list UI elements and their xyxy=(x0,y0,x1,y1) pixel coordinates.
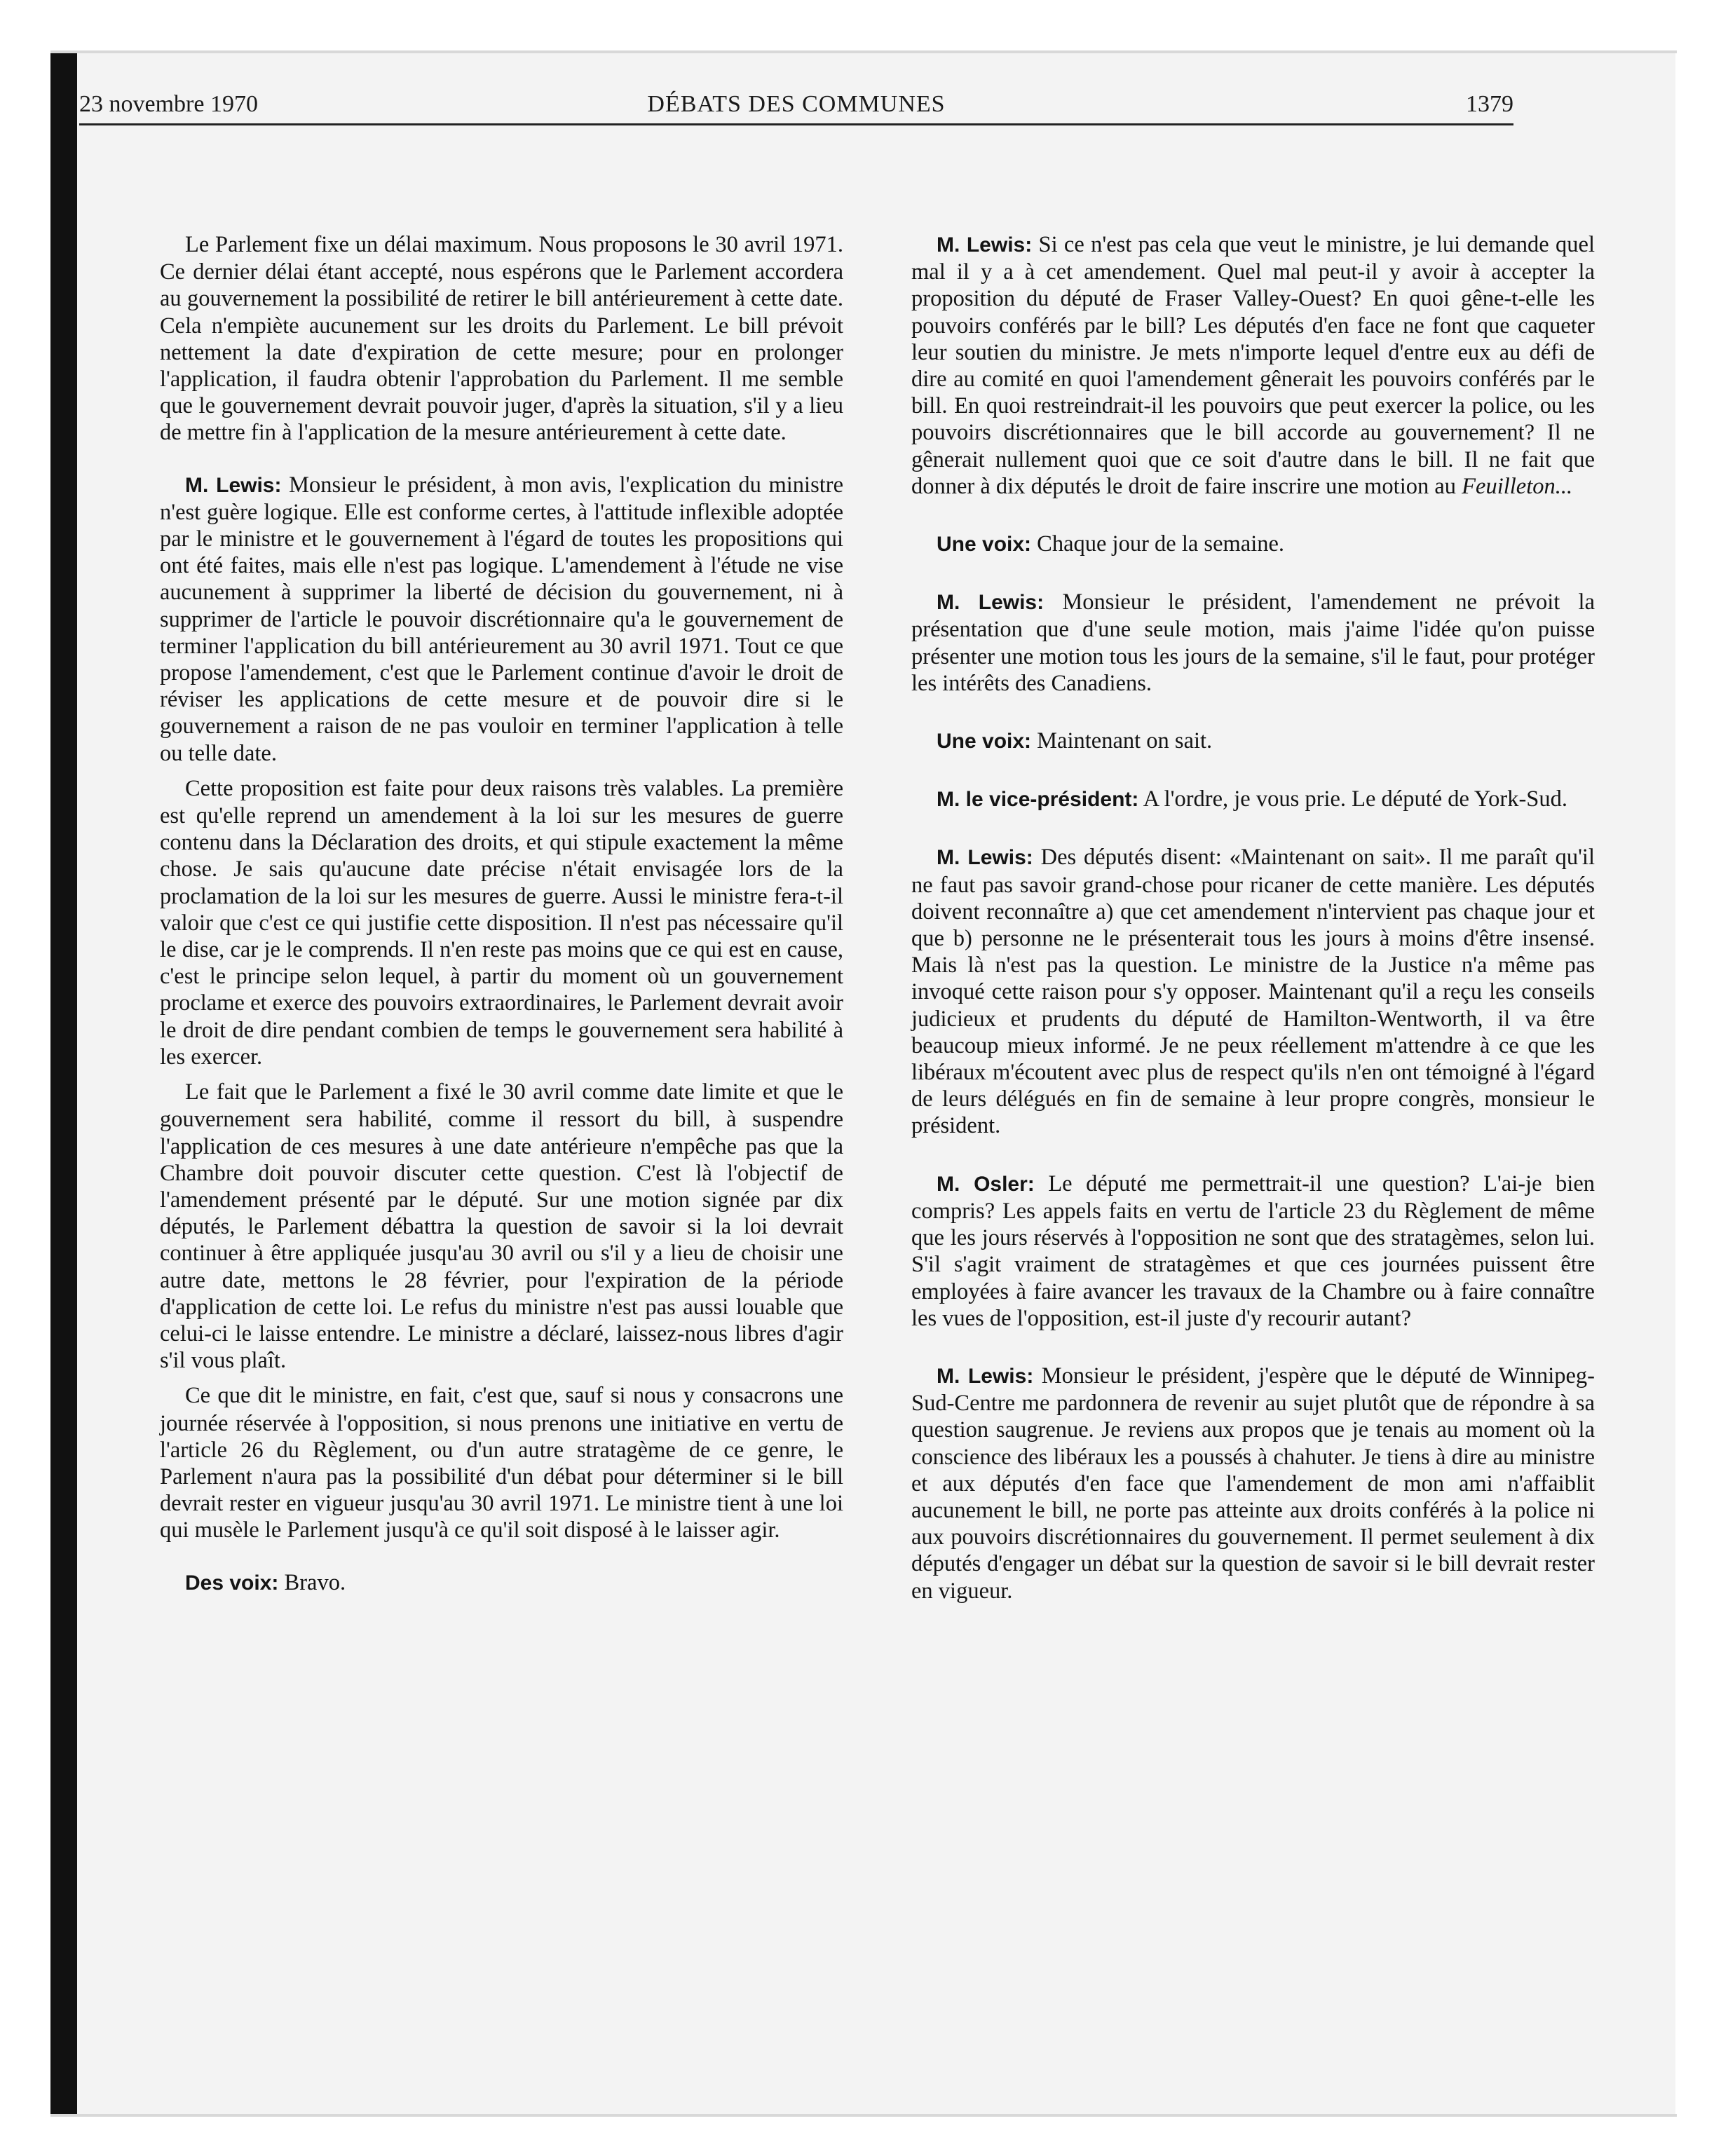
speaker-name: M. Lewis: xyxy=(937,233,1033,257)
header-title: DÉBATS DES COMMUNES xyxy=(647,91,946,117)
paragraph-text: Monsieur le président, l'amendement ne prévoit la présentation que d'une seule motion, mais j'aime l'idée qu'on puisse présenter une motion tous les jours de la semaine, s'il le faut, pour protéger les intérêts des Canadiens. xyxy=(911,589,1595,696)
speaker-name: M. le vice-président: xyxy=(937,788,1139,812)
speaker-name: M. Lewis: xyxy=(185,473,282,497)
paragraph xyxy=(911,1171,1595,1332)
paragraph xyxy=(160,1079,843,1374)
page-number: 1379 xyxy=(1466,91,1513,117)
scan-edge-top xyxy=(50,50,1677,53)
speaker-name: M. Lewis: xyxy=(937,591,1045,615)
scan-border xyxy=(50,50,77,2117)
paragraph xyxy=(911,1363,1595,1604)
right-column xyxy=(911,231,1595,1604)
speaker-name: Une voix: xyxy=(937,730,1032,753)
paragraph xyxy=(160,775,843,1070)
scan-edge-bottom xyxy=(50,2114,1677,2117)
paragraph xyxy=(911,786,1595,813)
paragraph-italic-text: Feuilleton... xyxy=(1462,473,1573,499)
header-date: 23 novembre 1970 xyxy=(79,91,258,117)
paragraph-text: Le fait que le Parlement a fixé le 30 avril comme date limite et que le gouvernement sera habilité, comme il ressort du bill, à suspendre l'application de ces mesures à une date antérieure n'empêche pas que la Chambre doit pouvoir discuter cette question. C'est là l'objectif de l'amendement présenté par le député. Sur une motion signée par dix députés, le Parlement débattra la question de savoir si la loi devrait continuer à être appliquée jusqu'au 30 avril ou s'il y a lieu de choisir une autre date, mettons le 28 février, pour l'expiration de la période d'application de cette loi. Le refus du ministre n'est pas aussi louable que celui-ci le laisse entendre. Le ministre a déclaré, laissez-nous libres d'agir s'il vous plaît. xyxy=(160,1079,843,1374)
paragraph xyxy=(911,531,1595,558)
paragraph-text: Le député me permettrait-il une question? L'ai-je bien compris? Les appels faits en vertu de l'article 23 du Règlement de même que les jours réservés à l'opposition ne sont que des stratagèmes, selon lui. S'il s'agit vraiment de stratagèmes et que ces journées puissent être employées à faire avancer les travaux de la Chambre ou à faire connaître les vues de l'opposition, est-il juste d'y recourir autant? xyxy=(911,1171,1595,1331)
speaker-name: Une voix: xyxy=(937,533,1032,557)
paragraph xyxy=(160,231,843,446)
paragraph-text: Si ce n'est pas cela que veut le ministre, je lui demande quel mal il y a à cet amendement. Quel mal peut-il y avoir à accepter la proposition du député de Fraser Valley-Ouest? En quoi gêne-t-elle les pouvoirs conférés par le bill? Les députés d'en face ne font que caqueter leur soutien du ministre. Je mets n'importe lequel d'entre eux au défi de dire au comité en quoi l'amendement gênerait les pouvoirs conférés par le bill. En quoi restreindrait-il les pouvoirs que peut exercer la police, ou les pouvoirs discrétionnaires que le bill accorde au gouvernement? Il ne gênerait nullement quoi que ce soit d'autre dans le bill. Il ne fait que donner à dix députés le droit de faire inscrire une motion au xyxy=(911,232,1595,499)
speaker-name: Des voix: xyxy=(185,1571,279,1595)
paragraph-text: Des députés disent: «Maintenant on sait». Il me paraît qu'il ne faut pas savoir grand-chose pour ricaner de cette manière. Les députés doivent reconnaître a) que cet amendement n'intervient pas chaque jour et que b) personne ne le présenterait tous les jours à moins d'être insensé. Mais là n'est pas la question. Le ministre de la Justice n'a même pas invoqué cette raison pour s'y opposer. Maintenant qu'il a reçu les conseils judicieux et prudents du député de Hamilton-Wentworth, il va être beaucoup mieux informé. Je ne peux réellement m'attendre à ce que les libéraux m'écoutent avec plus de respect qu'ils n'en ont témoigné à l'égard de leurs délégués en fin de semaine à leur propre congrès, monsieur le président. xyxy=(911,845,1595,1139)
paragraph xyxy=(911,844,1595,1139)
paragraph-text: Bravo. xyxy=(284,1569,346,1595)
paragraph-text: Cette proposition est faite pour deux raisons très valables. La première est qu'elle reprend un amendement à la loi sur les mesures de guerre contenu dans la Déclaration des droits, et qui stipule exactement la même chose. Je sais qu'aucune date précise n'était envisagée lors de la proclamation de la loi sur les mesures de guerre. Aussi le ministre fera-t-il valoir que c'est ce qui justifie cette disposition. Il n'est pas nécessaire qu'il le dise, car je le comprends. Il n'en reste pas moins que ce qui est en cause, c'est le principe selon lequel, à partir du moment où un gouvernement proclame et exerce des pouvoirs extraordinaires, le Parlement devrait avoir le droit de dire pendant combien de temps le gouvernement sera habilité à les exercer. xyxy=(160,775,843,1070)
page-header xyxy=(79,81,1513,125)
paragraph-text: Ce que dit le ministre, en fait, c'est que, sauf si nous y consacrons une journée réservée à l'opposition, si nous prenons une initiative en vertu de l'article 26 du Règlement, ou d'un autre stratagème de ce genre, le Parlement n'aura pas la possibilité d'un débat pour déterminer si le bill devrait rester en vigueur jusqu'au 30 avril 1971. Le ministre tient à une loi qui musèle le Parlement jusqu'à ce qu'il soit disposé à le laisser agir. xyxy=(160,1383,843,1543)
paragraph xyxy=(911,231,1595,500)
paragraph xyxy=(160,472,843,767)
paragraph xyxy=(911,728,1595,755)
paragraph-text: Le Parlement fixe un délai maximum. Nous proposons le 30 avril 1971. Ce dernier délai étant accepté, nous espérons que le Parlement accordera au gouvernement la possibilité de retirer le bill antérieurement à cette date. Cela n'empiète aucunement sur les droits du Parlement. Le bill prévoit nettement la date d'expiration de cette mesure; pour en prolonger l'application, il faudra obtenir l'approbation du Parlement. Il me semble que le gouvernement devrait pouvoir juger, d'après la situation, s'il y a lieu de mettre fin à l'application de la mesure antérieurement à cette date. xyxy=(160,232,843,446)
paragraph-text: Monsieur le président, j'espère que le député de Winnipeg-Sud-Centre me pardonnera de revenir au sujet plutôt que de répondre à sa question saugrenue. Je reviens aux propos que je tenais au moment où la conscience des libéraux les a poussés à chahuter. Je tiens à dire au ministre et aux députés d'en face que l'amendement de mon ami n'affaiblit aucunement le bill, ne porte pas atteinte aux droits conférés à la police ni aux pouvoirs discrétionnaires du gouvernement. Il permet seulement à dix députés d'engager un débat sur la question de savoir si le bill devrait rester en vigueur. xyxy=(911,1363,1595,1604)
paragraph xyxy=(911,589,1595,697)
speaker-name: M. Lewis: xyxy=(937,1364,1034,1388)
speaker-name: M. Osler: xyxy=(937,1172,1035,1196)
paragraph-text: Maintenant on sait. xyxy=(1037,728,1213,754)
paragraph xyxy=(160,1382,843,1543)
paragraph-text: A l'ordre, je vous prie. Le député de York-Sud. xyxy=(1143,786,1567,812)
paragraph xyxy=(160,1569,843,1597)
speaker-name: M. Lewis: xyxy=(937,846,1033,870)
paragraph-text: Monsieur le président, à mon avis, l'explication du ministre n'est guère logique. Elle est conforme certes, à l'attitude inflexible adoptée par le ministre et le gouvernement à l'égard de toutes les propositions qui ont été faites, mais elle n'est pas logique. L'amendement à l'étude ne vise aucunement à supprimer la liberté de décision du gouvernement, ni à supprimer de l'article le pouvoir discrétionnaire qu'a le gouvernement de terminer l'application du bill antérieurement au 30 avril 1971. Tout ce que propose l'amendement, c'est que le Parlement continue d'avoir le droit de réviser les applications de cette mesure et de pouvoir dire si le gouvernement a raison de ne pas vouloir en terminer l'application à telle ou telle date. xyxy=(160,472,844,766)
paragraph-text: Chaque jour de la semaine. xyxy=(1037,531,1285,557)
left-column xyxy=(160,231,843,1597)
